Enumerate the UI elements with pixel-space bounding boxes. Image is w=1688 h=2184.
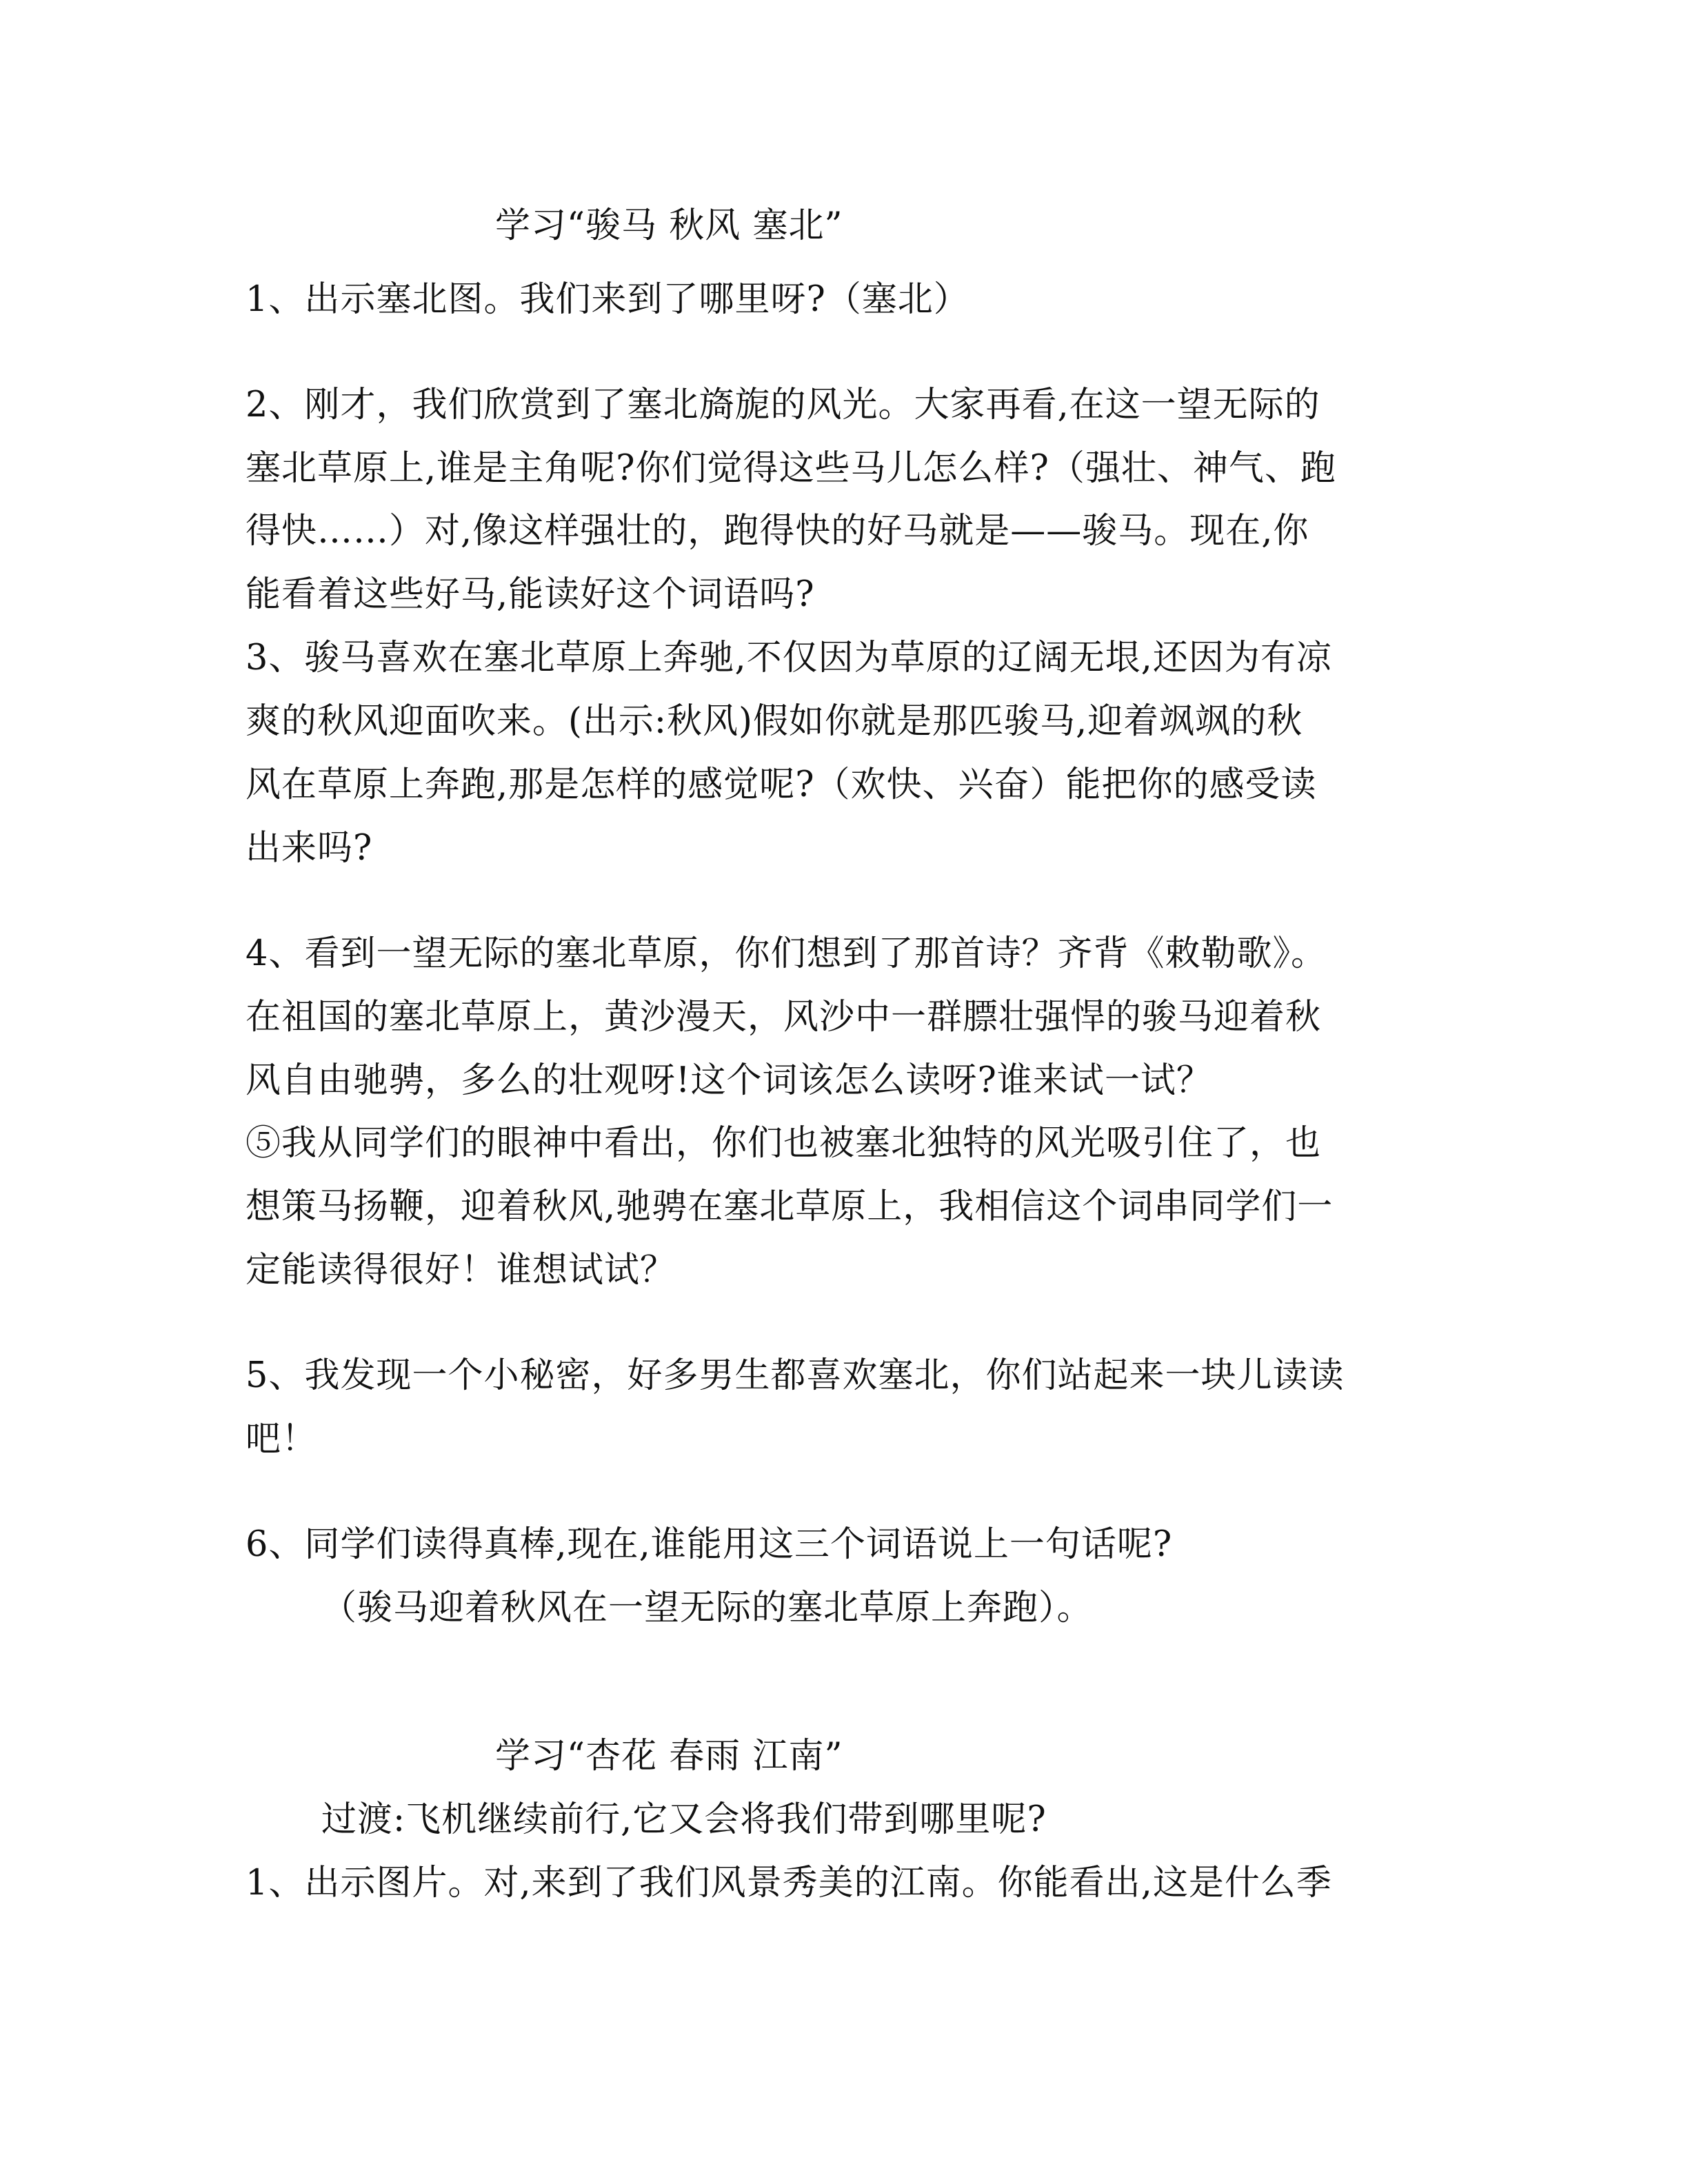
paragraph-line: 出来吗? <box>245 828 373 869</box>
paragraph-line: 风在草原上奔跑,那是怎样的感觉呢?（欢快、兴奋）能把你的感受读 <box>245 765 1317 805</box>
paragraph-line: 1、出示塞北图。我们来到了哪里呀?（塞北） <box>245 279 969 320</box>
paragraph-line: 在祖国的塞北草原上，黄沙漫天，风沙中一群膘壮强悍的骏马迎着秋 <box>245 997 1322 1038</box>
paragraph-line: 3、骏马喜欢在塞北草原上奔驰,不仅因为草原的辽阔无垠,还因为有凉 <box>245 638 1332 678</box>
paragraph-line: 定能读得很好！谁想试试？ <box>245 1250 676 1291</box>
paragraph-line: 吧！ <box>245 1419 318 1459</box>
section-heading-jiangnan: 学习“杏花 春雨 江南” <box>495 1736 843 1777</box>
paragraph-line: 风自由驰骋，多么的壮观呀!这个词该怎么读呀?谁来试一试？ <box>245 1060 1212 1101</box>
paragraph-line: 能看着这些好马,能读好这个词语吗? <box>245 574 815 615</box>
paragraph-line: （骏马迎着秋风在一望无际的塞北草原上奔跑）。 <box>321 1588 1093 1628</box>
paragraph-line: 4、看到一望无际的塞北草原，你们想到了那首诗？齐背《敕勒歌》。 <box>245 933 1327 974</box>
paragraph-line: 塞北草原上,谁是主角呢?你们觉得这些马儿怎么样?（强壮、神气、跑 <box>245 448 1336 489</box>
paragraph-line: 2、刚才，我们欣赏到了塞北旖旎的风光。大家再看,在这一望无际的 <box>245 385 1320 425</box>
paragraph-line: 过渡:飞机继续前行,它又会将我们带到哪里呢? <box>321 1799 1047 1840</box>
paragraph-line: 6、同学们读得真棒,现在,谁能用这三个词语说上一句话呢? <box>245 1524 1173 1565</box>
section-heading-saibei: 学习“骏马 秋风 塞北” <box>495 205 843 246</box>
paragraph-line: 爽的秋风迎面吹来。(出示:秋风)假如你就是那匹骏马,迎着飒飒的秋 <box>245 701 1303 742</box>
paragraph-line: 得快……）对,像这样强壮的，跑得快的好马就是——骏马。现在,你 <box>245 511 1309 552</box>
paragraph-line: 想策马扬鞭，迎着秋风,驰骋在塞北草原上，我相信这个词串同学们一 <box>245 1186 1334 1227</box>
paragraph-line: 1、出示图片。对,来到了我们风景秀美的江南。你能看出,这是什么季 <box>245 1863 1332 1903</box>
paragraph-line: 5、我发现一个小秘密，好多男生都喜欢塞北，你们站起来一块儿读读 <box>245 1355 1345 1396</box>
paragraph-line: ⑤我从同学们的眼神中看出，你们也被塞北独特的风光吸引住了，也 <box>245 1123 1322 1164</box>
